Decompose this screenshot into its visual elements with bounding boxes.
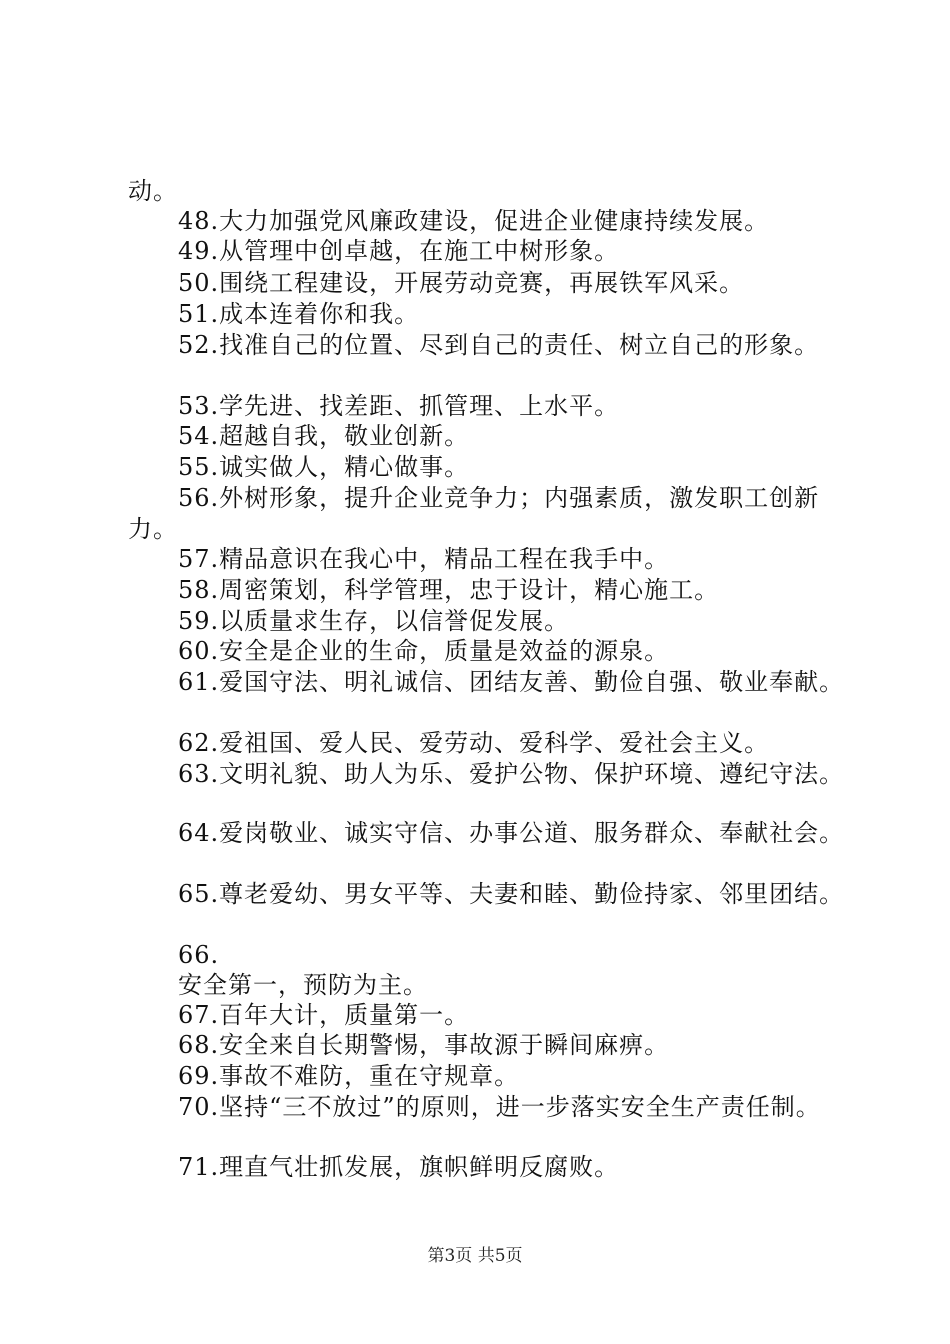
text-line-18: 63.文明礼貌、助人为乐、爱护公物、保护环境、遵纪守法。 [178,760,845,788]
text-line-4: 50.围绕工程建设，开展劳动竞赛，再展铁军风采。 [178,269,745,297]
text-line-22: 安全第一，预防为主。 [178,971,428,999]
text-line-11: 力。 [128,515,178,543]
text-line-12: 57.精品意识在我心中，精品工程在我手中。 [178,545,670,573]
text-line-26: 70.坚持“三不放过”的原则，进一步落实安全生产责任制。 [178,1093,821,1121]
text-line-24: 68.安全来自长期警惕，事故源于瞬间麻痹。 [178,1031,670,1059]
text-line-15: 60.安全是企业的生命，质量是效益的源泉。 [178,637,670,665]
text-line-9: 55.诚实做人，精心做事。 [178,453,470,481]
text-line-5: 51.成本连着你和我。 [178,300,420,328]
text-line-25: 69.事故不难防，重在守规章。 [178,1062,520,1090]
text-line-10: 56.外树形象，提升企业竞争力；内强素质，激发职工创新 [178,484,820,512]
text-line-20: 65.尊老爱幼、男女平等、夫妻和睦、勤俭持家、邻里团结。 [178,880,845,908]
text-line-3: 49.从管理中创卓越，在施工中树形象。 [178,237,620,265]
text-line-21: 66. [178,941,220,969]
text-line-23: 67.百年大计，质量第一。 [178,1001,470,1029]
text-line-13: 58.周密策划，科学管理，忠于设计，精心施工。 [178,576,720,604]
text-line-19: 64.爱岗敬业、诚实守信、办事公道、服务群众、奉献社会。 [178,819,845,847]
text-line-17: 62.爱祖国、爱人民、爱劳动、爱科学、爱社会主义。 [178,729,770,757]
text-line-7: 53.学先进、找差距、抓管理、上水平。 [178,392,620,420]
page-footer: 第3页 共5页 [427,1246,523,1266]
text-line-6: 52.找准自己的位置、尽到自己的责任、树立自己的形象。 [178,331,820,359]
text-line-27: 71.理直气壮抓发展，旗帜鲜明反腐败。 [178,1153,620,1181]
text-line-16: 61.爱国守法、明礼诚信、团结友善、勤俭自强、敬业奉献。 [178,668,845,696]
text-line-1: 动。 [128,177,178,205]
text-line-8: 54.超越自我，敬业创新。 [178,422,470,450]
text-line-2: 48.大力加强党风廉政建设，促进企业健康持续发展。 [178,207,770,235]
text-line-14: 59.以质量求生存，以信誉促发展。 [178,607,570,635]
